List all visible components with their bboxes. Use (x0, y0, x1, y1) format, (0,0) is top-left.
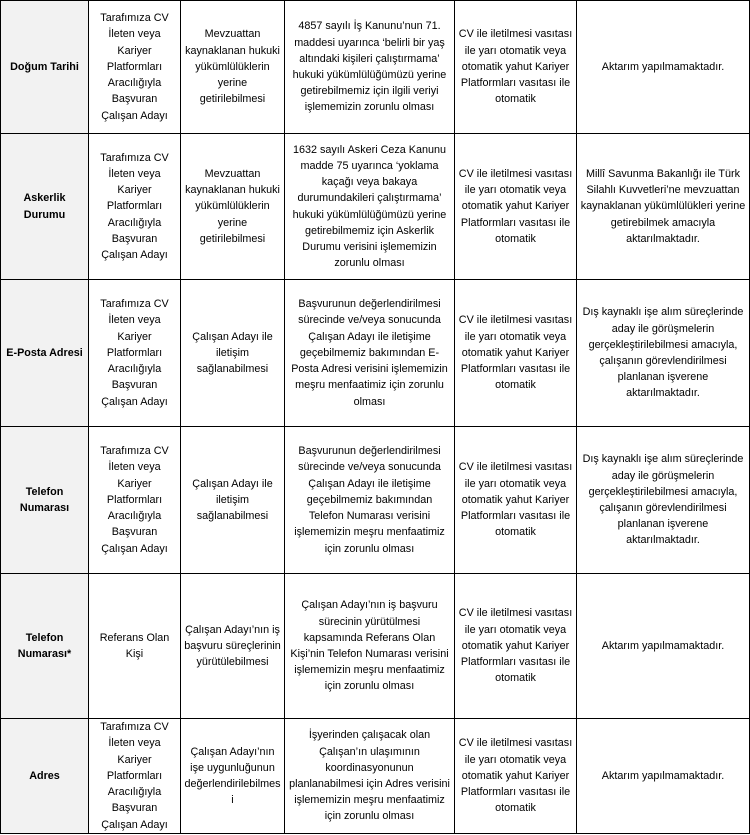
source-cell: Referans Olan Kişi (89, 574, 181, 719)
collection-method-cell: CV ile iletilmesi vasıtası ile yarı otomatik veya otomatik yahut Kariyer Platformları vasıtası ile otomatik (455, 134, 577, 280)
purpose-cell: Çalışan Adayı’nın iş başvuru süreçlerinin yürütülebilmesi (181, 574, 285, 719)
collection-method-cell: CV ile iletilmesi vasıtası ile yarı otomatik veya otomatik yahut Kariyer Platformları vasıtası ile otomatik (455, 427, 577, 574)
purpose-cell: Çalışan Adayı’nın işe uygunluğunun değerlendirilebilmesi (181, 719, 285, 834)
purpose-cell: Mevzuattan kaynaklanan hukuki yükümlülüklerin yerine getirilebilmesi (181, 134, 285, 280)
data-category-cell: E-Posta Adresi (1, 280, 89, 427)
legal-basis-cell: Başvurunun değerlendirilmesi sürecinde ve/veya sonucunda Çalışan Adayı ile iletişime geçebilmemiz bakımından E-Posta Adresi verisini işlememizin meşru menfaatimiz için zorunlu olması (285, 280, 455, 427)
collection-method-cell: CV ile iletilmesi vasıtası ile yarı otomatik veya otomatik yahut Kariyer Platformları vasıtası ile otomatik (455, 719, 577, 834)
collection-method-cell: CV ile iletilmesi vasıtası ile yarı otomatik veya otomatik yahut Kariyer Platformları vasıtası ile otomatik (455, 574, 577, 719)
source-cell: Tarafımıza CV İleten veya Kariyer Platformları Aracılığıyla Başvuran Çalışan Adayı (89, 719, 181, 834)
legal-basis-cell: Başvurunun değerlendirilmesi sürecinde ve/veya sonucunda Çalışan Adayı ile iletişime geçebilmemiz bakımından Telefon Numarası verisini işlememizin meşru menfaatimiz için zorunlu olması (285, 427, 455, 574)
data-category-cell: Doğum Tarihi (1, 1, 89, 134)
table-row (1, 427, 750, 574)
transfer-cell: Millî Savunma Bakanlığı ile Türk Silahlı Kuvvetleri’ne mevzuattan kaynaklanan yükümlülükleri yerine getirebilmek amacıyla aktarılmaktadır. (577, 134, 750, 280)
data-category-cell: Adres (1, 719, 89, 834)
data-category-cell: Telefon Numarası* (1, 574, 89, 719)
transfer-cell: Aktarım yapılmamaktadır. (577, 574, 750, 719)
table-row (1, 134, 750, 280)
legal-basis-cell: 4857 sayılı İş Kanunu’nun 71. maddesi uyarınca ‘belirli bir yaş altındaki kişileri çalıştırmama’ hukuki yükümlülüğümüzü yerine getirebilmemiz için ilgili veriyi işlememizin zorunlu olması (285, 1, 455, 134)
source-cell: Tarafımıza CV İleten veya Kariyer Platformları Aracılığıyla Başvuran Çalışan Adayı (89, 134, 181, 280)
data-category-cell: Telefon Numarası (1, 427, 89, 574)
transfer-cell: Dış kaynaklı işe alım süreçlerinde aday ile görüşmelerin gerçekleştirilebilmesi amacıyla, çalışanın görevlendirilmesi planlanan işverene aktarılmaktadır. (577, 280, 750, 427)
legal-basis-cell: Çalışan Adayı’nın iş başvuru sürecinin yürütülmesi kapsamında Referans Olan Kişi’nin Telefon Numarası verisini işlememizin meşru menfaatimiz için zorunlu olması (285, 574, 455, 719)
table-row (1, 719, 750, 834)
table-row (1, 1, 750, 134)
transfer-cell: Aktarım yapılmamaktadır. (577, 719, 750, 834)
source-cell: Tarafımıza CV İleten veya Kariyer Platformları Aracılığıyla Başvuran Çalışan Adayı (89, 427, 181, 574)
collection-method-cell: CV ile iletilmesi vasıtası ile yarı otomatik veya otomatik yahut Kariyer Platformları vasıtası ile otomatik (455, 280, 577, 427)
collection-method-cell: CV ile iletilmesi vasıtası ile yarı otomatik veya otomatik yahut Kariyer Platformları vasıtası ile otomatik (455, 1, 577, 134)
source-cell: Tarafımıza CV İleten veya Kariyer Platformları Aracılığıyla Başvuran Çalışan Adayı (89, 280, 181, 427)
transfer-cell: Dış kaynaklı işe alım süreçlerinde aday ile görüşmelerin gerçekleştirilebilmesi amacıyla, çalışanın görevlendirilmesi planlanan işverene aktarılmaktadır. (577, 427, 750, 574)
data-category-cell: Askerlik Durumu (1, 134, 89, 280)
legal-basis-cell: İşyerinden çalışacak olan Çalışan’ın ulaşımının koordinasyonunun planlanabilmesi için Adres verisini işlememizin meşru menfaatimiz için zorunlu olması (285, 719, 455, 834)
table-row (1, 574, 750, 719)
legal-basis-cell: 1632 sayılı Askeri Ceza Kanunu madde 75 uyarınca ‘yoklama kaçağı veya bakaya durumundakileri çalıştırmama’ hukuki yükümlülüğümüzü yerine getirebilmemiz için Askerlik Durumu verisini işlememizin zorunlu olması (285, 134, 455, 280)
source-cell: Tarafımıza CV İleten veya Kariyer Platformları Aracılığıyla Başvuran Çalışan Adayı (89, 1, 181, 134)
transfer-cell: Aktarım yapılmamaktadır. (577, 1, 750, 134)
table-row (1, 280, 750, 427)
purpose-cell: Çalışan Adayı ile iletişim sağlanabilmesi (181, 427, 285, 574)
purpose-cell: Çalışan Adayı ile iletişim sağlanabilmesi (181, 280, 285, 427)
purpose-cell: Mevzuattan kaynaklanan hukuki yükümlülüklerin yerine getirilebilmesi (181, 1, 285, 134)
